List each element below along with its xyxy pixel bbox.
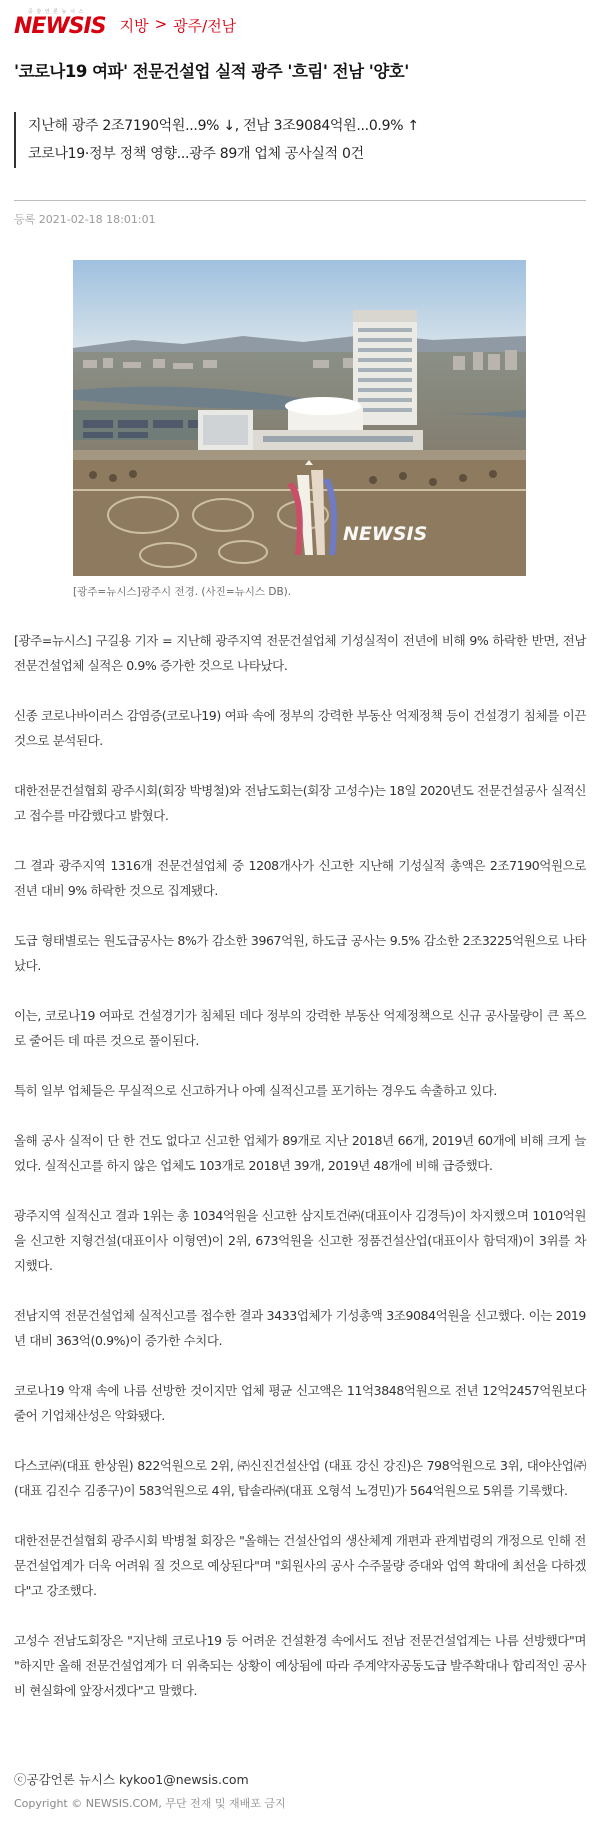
breadcrumb: [120, 15, 237, 38]
article-paragraph: 그 결과 광주지역 1316개 전문건설업체 중 1208개사가 신고한 지난해 기성실적 총액은 2조7190억원으로 전년 대비 9% 하락한 것으로 집계됐다.: [14, 858, 586, 898]
article-footer: [14, 1770, 286, 1814]
article-paragraph: 광주지역 실적신고 결과 1위는 총 1034억원을 신고한 삼지토건㈜(대표이사 김경득)이 차지했으며 1010억원을 신고한 지형건설(대표이사 이형연)이 2위, 673억원을 신고한 정품건설산업(대표이사 함덕재)이 3위를 차지했다.: [14, 1208, 586, 1273]
photo-caption: [광주=뉴시스]광주시 전경. (사진=뉴시스 DB).: [73, 586, 292, 598]
breadcrumb-separator: >: [154, 15, 168, 33]
article-paragraph: 대한전문건설협회 광주시회(회장 박병철)와 전남도회는(회장 고성수)는 18일 2020년도 전문건설공사 실적신고 접수를 마감했다고 밝혔다.: [14, 783, 586, 823]
article-title: '코로나19 여파' 전문건설업 실적 광주 '흐림' 전남 '양호': [14, 62, 409, 81]
article-photo: [73, 260, 526, 576]
site-header: [0, 0, 600, 44]
published-date: 등록 2021-02-18 18:01:01: [14, 213, 156, 226]
logo-tagline: 공 감 언 론 뉴 시 스: [28, 9, 85, 15]
article-paragraph: 도급 형태별로는 원도급공사는 8%가 감소한 3967억원, 하도급 공사는 9.5% 감소한 2조3225억원으로 나타났다.: [14, 933, 586, 973]
article-paragraph: [광주=뉴시스] 구길용 기자 = 지난해 광주지역 전문건설업체 기성실적이 전년에 비해 9% 하락한 반면, 전남 전문건설업체 실적은 0.9% 증가한 것으로 나타났다.: [14, 633, 586, 673]
newsis-logo[interactable]: [14, 10, 106, 38]
logo-wordmark: NEWSIS: [14, 14, 106, 39]
article-subtitles: [14, 112, 586, 168]
photo-watermark: NEWSIS: [343, 523, 428, 545]
subtitle-line: 코로나19·정부 정책 영향...광주 89개 업체 공사실적 0건: [28, 146, 364, 162]
subtitle-line: 지난해 광주 2조7190억원...9% ↓, 전남 3조9084억원...0.9% ↑: [28, 118, 419, 134]
article-paragraph: 코로나19 악재 속에 나름 선방한 것이지만 업체 평균 신고액은 11억3848억원으로 전년 12억2457억원보다 줄어 기업채산성은 악화됐다.: [14, 1383, 586, 1423]
reporter-credit: ⓒ공감언론 뉴시스 kykoo1@newsis.com: [14, 1772, 249, 1787]
article-paragraph: 전남지역 전문건설업체 실적신고를 접수한 결과 3433업체가 기성총액 3조9084억원을 신고했다. 이는 2019년 대비 363억(0.9%)이 증가한 수치다.: [14, 1308, 586, 1348]
article-paragraph: 고성수 전남도회장은 "지난해 코로나19 등 어려운 건설환경 속에서도 전남 전문건설업계는 나름 선방했다"며 "하지만 올해 전문건설업계가 더 위축되는 상황이 예상됨에 따라 주계약자공동도급 발주확대나 합리적인 공사비 현실화에 앞장서겠다"고 말했다.: [14, 1633, 586, 1698]
article-paragraph: 대한전문건설협회 광주시회 박병철 회장은 "올해는 건설산업의 생산체계 개편과 관계법령의 개정으로 인해 전문건설업계가 더욱 어려워 질 것으로 예상된다"며 "회원사의 공사 수주물량 증대와 업역 확대에 최선을 다하겠다"고 강조했다.: [14, 1533, 586, 1598]
header-divider: [14, 200, 586, 201]
article-paragraph: 신종 코로나바이러스 감염증(코로나19) 여파 속에 정부의 강력한 부동산 억제정책 등이 건설경기 침체를 이끈 것으로 분석된다.: [14, 708, 586, 748]
breadcrumb-region[interactable]: 지방: [119, 17, 149, 35]
copyright-notice: Copyright © NEWSIS.COM, 무단 전재 및 재배포 금지: [14, 1797, 286, 1810]
article-paragraph: 다스코㈜(대표 한상원) 822억원으로 2위, ㈜신진건설산업 (대표 강신 강진)은 798억원으로 3위, 대야산업㈜(대표 김진수 김종구)이 583억원으로 4위, 탑솔라㈜(대표 오형석 노경민)가 564억원으로 5위를 기록했다.: [14, 1458, 586, 1498]
breadcrumb-section[interactable]: 광주/전남: [173, 17, 237, 35]
article-paragraph: 특히 일부 업체들은 무실적으로 신고하거나 아예 실적신고를 포기하는 경우도 속출하고 있다.: [14, 1083, 497, 1098]
article-paragraph: 이는, 코로나19 여파로 건설경기가 침체된 데다 정부의 강력한 부동산 억제정책으로 신규 공사물량이 큰 폭으로 줄어든 데 따른 것으로 풀이된다.: [14, 1008, 586, 1048]
article-body: [14, 628, 586, 1728]
article-paragraph: 올해 공사 실적이 단 한 건도 없다고 신고한 업체가 89개로 지난 2018년 66개, 2019년 60개에 비해 크게 늘었다. 실적신고를 하지 않은 업체도 103개로 2018년 39개, 2019년 48개에 비해 급증했다.: [14, 1133, 586, 1173]
